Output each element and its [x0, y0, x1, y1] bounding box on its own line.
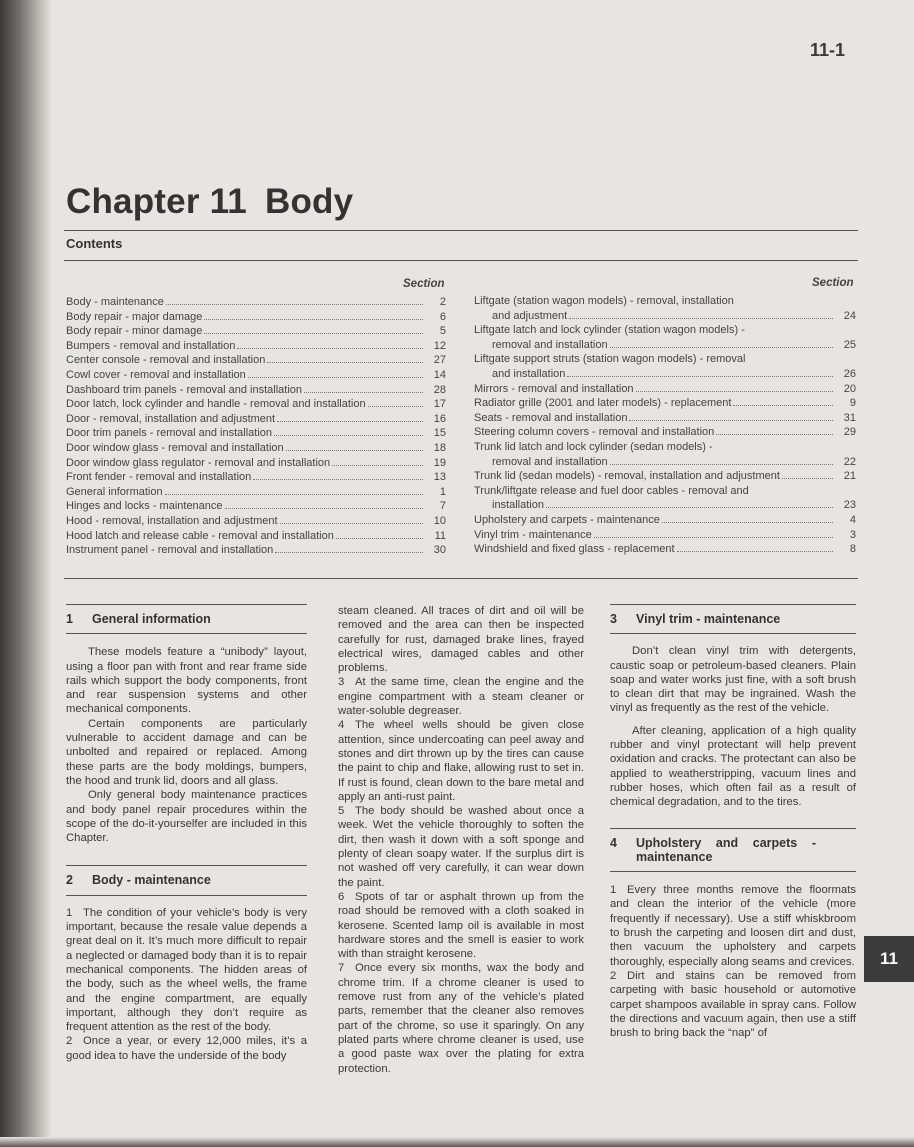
toc-section-number: 2: [439, 296, 446, 308]
paragraph-number: 6: [338, 890, 345, 903]
toc-entry: [474, 352, 856, 381]
section-3-number: 3: [610, 612, 617, 626]
paragraph: Certain components are particularly vulnerable to accident damage and can be unbolted and repaired or replaced. Among these parts are the body moldings, bumpers, the hood and trunk lid, doors and all glass.: [66, 717, 307, 787]
numbered-paragraph: [66, 906, 307, 1035]
toc-section-number: 15: [433, 427, 446, 440]
toc-entry-line: [474, 484, 856, 499]
book-spine-shadow: [0, 0, 52, 1147]
title-rule: [64, 230, 858, 231]
toc-entry-title-cont: installation: [492, 499, 544, 512]
paragraph-text: Once a year, or every 12,000 miles, it’s a good idea to have the underside of the body: [66, 1035, 307, 1062]
toc-entry-title: Trunk/liftgate release and fuel door cables - removal and: [474, 484, 749, 497]
toc-entry: [66, 426, 446, 441]
toc-entry-title: Body - maintenance: [66, 296, 164, 308]
toc-section-number: 5: [439, 325, 446, 338]
toc-leader-dots: [782, 478, 833, 479]
chapter-thumb-tab: 11: [864, 936, 914, 982]
toc-section-number: 4: [849, 513, 856, 526]
toc-leader-dots: [277, 421, 423, 422]
toc-leader-dots: [304, 392, 423, 393]
page-bottom-shadow: [0, 1137, 914, 1147]
paragraph: These models feature a “unibody” layout, using a floor pan with front and rear frame side rails which support the body components, front and rear suspension systems and other mechanical components.: [66, 646, 307, 716]
toc-leader-dots: [253, 479, 423, 480]
section-3-heading: [610, 604, 856, 634]
toc-entry-title: Windshield and fixed glass - replacement: [474, 543, 675, 556]
toc-section-number: 16: [433, 412, 446, 425]
paragraph-text: The body should be washed about once a week. Wet the vehicle thoroughly to soften the dirt, then wash it down with a soft sponge and plenty of clean soapy water. If the surplus dirt is not washed off very carefully, it can wear down the paint.: [338, 805, 584, 889]
toc-entry-line: [474, 352, 856, 367]
toc-leader-dots: [274, 435, 423, 436]
toc-section-number: 9: [849, 397, 856, 410]
toc-entry: [66, 456, 446, 471]
toc-leader-dots: [165, 494, 423, 495]
paragraph-continued: steam cleaned. All traces of dirt and oil will be removed and the area can then be inspected carefully for rust, damaged brake lines, frayed electrical wires, damaged cables and other problems.: [338, 605, 584, 675]
text-column-3: [610, 604, 856, 1040]
toc-entry-title: Front fender - removal and installation: [66, 471, 252, 484]
toc-leader-dots: [166, 304, 423, 305]
section-1-title: General information: [92, 612, 211, 626]
numbered-paragraph: [338, 675, 584, 718]
toc-entry-title: Body repair - major damage: [66, 310, 203, 323]
toc-entry: [66, 397, 446, 412]
toc-entry-title: Door latch, lock cylinder and handle - removal and installation: [66, 398, 366, 411]
toc-section-number: 7: [439, 500, 446, 513]
paragraph-number: 3: [338, 676, 345, 689]
toc-section-number: 13: [433, 471, 446, 484]
toc-entry: [66, 543, 446, 558]
text-column-2: [338, 604, 584, 1076]
toc-entry: [474, 528, 856, 543]
toc-entry: [66, 499, 446, 514]
toc-section-number: 27: [433, 354, 446, 367]
toc-section-number: 12: [433, 339, 446, 352]
toc-entry-title: Trunk lid latch and lock cylinder (sedan models) -: [474, 440, 713, 453]
toc-leader-dots: [204, 319, 423, 320]
paragraph-number: 1: [610, 884, 617, 897]
toc-entry: [474, 542, 856, 557]
contents-rule: [64, 260, 858, 261]
toc-entry: [474, 294, 856, 323]
section-2-number: 2: [66, 873, 73, 888]
numbered-paragraph: [338, 804, 584, 890]
toc-entry: [474, 440, 856, 469]
toc-leader-dots: [368, 406, 423, 407]
toc-section-number: 26: [843, 367, 856, 380]
toc-entry-title: Door trim panels - removal and installation: [66, 427, 273, 440]
toc-entry: [66, 310, 446, 325]
section-3-title: Vinyl trim - maintenance: [636, 612, 781, 626]
numbered-paragraph: [338, 718, 584, 804]
toc-entry: [66, 529, 446, 544]
toc-entry-line: [474, 498, 856, 513]
toc-left-list: [66, 295, 446, 558]
toc-entry-title: Liftgate latch and lock cylinder (station wagon models) -: [474, 324, 745, 337]
paragraph: Only general body maintenance practices and body panel repair procedures within the scope of the do-it-yourselfer are included in this Chapter.: [66, 789, 307, 845]
paragraph: Don’t clean vinyl trim with detergents, caustic soap or petroleum-based cleaners. Plain soap and water works just fine, with a soft brush to clean dirt that may be ingrained. Wash the vinyl as frequently as the rest of the vehicle.: [610, 645, 856, 715]
toc-leader-dots: [594, 537, 833, 538]
toc-leader-dots: [248, 377, 423, 378]
toc-section-number: 23: [843, 499, 856, 512]
toc-entry-title: Upholstery and carpets - maintenance: [474, 513, 660, 526]
numbered-paragraph: [610, 883, 856, 969]
toc-section-number: 3: [849, 528, 856, 541]
toc-section-number: 31: [843, 411, 856, 424]
page-number: 11-1: [810, 40, 846, 60]
toc-leader-dots: [610, 464, 833, 465]
toc-section-number: 21: [843, 470, 856, 483]
toc-entry-title: General information: [66, 485, 163, 498]
paragraph-number: 7: [338, 962, 345, 975]
toc-leader-dots: [733, 405, 833, 406]
toc-entry-title: Liftgate support struts (station wagon models) - removal: [474, 353, 746, 366]
toc-entry-title: Mirrors - removal and installation: [474, 382, 634, 395]
toc-entry: [66, 485, 446, 500]
numbered-paragraph: [66, 1034, 307, 1063]
toc-right-section-label: Section: [812, 277, 854, 289]
toc-section-number: 18: [433, 441, 446, 454]
toc-left-section-label: Section: [403, 278, 445, 290]
toc-leader-dots: [275, 552, 423, 553]
toc-section-number: 1: [439, 485, 446, 498]
toc-entry-title: Center console - removal and installation: [66, 354, 266, 367]
toc-entry-title: Hood latch and release cable - removal and installation: [66, 529, 334, 542]
toc-entry-line: [474, 440, 856, 455]
contents-heading: Contents: [66, 236, 123, 251]
toc-entry-title: Hinges and locks - maintenance: [66, 500, 223, 513]
toc-entry: [66, 383, 446, 398]
toc-leader-dots: [267, 362, 423, 363]
toc-section-number: 20: [843, 382, 856, 395]
paragraph-number: 2: [610, 969, 617, 982]
toc-entry: [66, 368, 446, 383]
toc-section-number: 14: [433, 368, 446, 381]
toc-entry: [474, 323, 856, 352]
toc-section-number: 19: [433, 456, 446, 469]
toc-entry-line: [474, 323, 856, 338]
toc-entry-title: Radiator grille (2001 and later models) - replacement: [474, 397, 732, 410]
toc-section-number: 11: [434, 529, 446, 542]
paragraph-number: 1: [66, 906, 73, 919]
toc-entry: [474, 484, 856, 513]
toc-section-number: 6: [439, 310, 446, 323]
toc-leader-dots: [280, 523, 423, 524]
toc-entry: [474, 469, 856, 484]
numbered-paragraph: [610, 969, 856, 1040]
toc-leader-dots: [546, 507, 833, 508]
toc-leader-dots: [716, 434, 833, 435]
section-2-title: Body - maintenance: [92, 873, 211, 888]
toc-entry-title-cont: removal and installation: [492, 455, 608, 468]
toc-leader-dots: [336, 538, 423, 539]
toc-section-number: 24: [843, 309, 856, 322]
paragraph-text: Spots of tar or asphalt thrown up from the road should be removed with a cloth soaked in kerosene. Scented lamp oil is available in most hardware stores and the smell is easier to work with than straight kerosene.: [338, 890, 584, 961]
toc-leader-dots: [569, 318, 833, 319]
toc-entry-title: Seats - removal and installation: [474, 411, 628, 424]
toc-leader-dots: [237, 348, 423, 349]
toc-entry-title-cont: removal and installation: [492, 338, 608, 351]
toc-right-list: [474, 294, 856, 557]
toc-entry: [66, 324, 446, 339]
toc-entry-title-cont: and installation: [492, 367, 566, 380]
text-column-1: [66, 604, 307, 1063]
toc-entry: [66, 412, 446, 427]
toc-section-number: 25: [843, 338, 856, 351]
contents-bottom-rule: [64, 578, 858, 579]
toc-section-number: 22: [843, 455, 856, 468]
toc-entry-title: Instrument panel - removal and installation: [66, 544, 274, 557]
toc-leader-dots: [636, 391, 833, 392]
toc-section-number: 29: [843, 426, 856, 439]
paragraph-text: Dirt and stains can be removed from carpeting with basic household or automotive carpet shampoos available in spray cans. Follow the directions and vacuum again, then use a stiff brush to bring back the “nap” of: [610, 969, 856, 1040]
toc-entry-title: Vinyl trim - maintenance: [474, 528, 592, 541]
toc-entry: [66, 339, 446, 354]
toc-entry-line: [474, 309, 856, 324]
section-1-number: 1: [66, 612, 73, 626]
toc-section-number: 17: [433, 398, 446, 411]
toc-entry-title: Trunk lid (sedan models) - removal, installation and adjustment: [474, 470, 780, 483]
chapter-subject: Body: [264, 182, 354, 221]
toc-entry: [474, 425, 856, 440]
paragraph-text: The wheel wells should be given close attention, since undercoating can peel away and stones and dirt thrown up by the tires can cause the paint to chip and flake, allowing rust to set in. If rust is found, clean down to the bare metal and apply an anti-rust paint.: [338, 719, 584, 803]
toc-entry-line: [474, 367, 856, 382]
section-4-title: Upholstery and carpets - maintenance: [636, 835, 816, 864]
toc-entry-title: Dashboard trim panels - removal and installation: [66, 383, 303, 396]
numbered-paragraph: [338, 961, 584, 1075]
paragraph-text: Every three months remove the floormats and clean the interior of the vehicle (more frequently if necessary). Use a stiff whiskbroom to brush the carpeting and loosen dirt and dust, then vacuum the upholstery and carpets thoroughly, especially along seams and crevices.: [610, 884, 856, 968]
toc-entry: [474, 513, 856, 528]
toc-entry-line: [474, 294, 856, 309]
toc-leader-dots: [677, 551, 833, 552]
toc-entry: [66, 441, 446, 456]
toc-entry: [66, 295, 446, 310]
toc-section-number: 8: [849, 543, 856, 556]
toc-entry: [66, 514, 446, 529]
toc-entry-title: Hood - removal, installation and adjustment: [66, 514, 278, 527]
toc-section-number: 30: [433, 544, 446, 557]
paragraph-text: Once every six months, wax the body and chrome trim. If a chrome cleaner is used to remove rust from any of the vehicle’s plated parts, remember that the cleaner also removes part of the chrome, so use it sparingly. On any plated parts where chrome cleaner is used, use a good paste wax over the plating for extra protection.: [338, 962, 584, 1075]
toc-entry-title: Door - removal, installation and adjustment: [66, 412, 276, 425]
toc-entry: [66, 470, 446, 485]
toc-entry: [474, 396, 856, 411]
toc-leader-dots: [662, 522, 833, 523]
paragraph-number: 5: [338, 805, 345, 818]
chapter-label: Chapter 11: [66, 182, 247, 221]
chapter-title: [66, 182, 353, 222]
toc-entry-title: Bumpers - removal and installation: [66, 339, 236, 352]
section-4-number: 4: [610, 835, 617, 850]
toc-leader-dots: [567, 376, 833, 377]
toc-entry-title: Body repair - minor damage: [66, 325, 203, 338]
toc-leader-dots: [332, 465, 423, 466]
paragraph-text: The condition of your vehicle’s body is very important, because the resale value depends a great deal on it. It’s much more difficult to repair a neglected or damaged body than it is to repair mechanical components. The hidden areas of the body, such as the wheel wells, the frame and the engine compartment, are equally important, although they don’t require as frequent attention as the rest of the body.: [66, 906, 307, 1034]
numbered-paragraph: [338, 890, 584, 961]
toc-section-number: 28: [433, 383, 446, 396]
toc-entry: [474, 382, 856, 397]
toc-entry: [66, 353, 446, 368]
toc-leader-dots: [629, 420, 833, 421]
toc-entry-line: [474, 338, 856, 353]
section-2-heading: [66, 865, 307, 895]
toc-leader-dots: [610, 347, 833, 348]
toc-entry-title: Cowl cover - removal and installation: [66, 368, 246, 381]
toc-entry-title: Door window glass - removal and installation: [66, 441, 284, 454]
toc-entry: [474, 411, 856, 426]
section-4-heading: [610, 828, 856, 873]
toc-leader-dots: [225, 508, 423, 509]
toc-entry-title-cont: and adjustment: [492, 309, 568, 322]
toc-section-number: 10: [433, 514, 446, 527]
toc-entry-line: [474, 455, 856, 470]
toc-entry-title: Liftgate (station wagon models) - removal, installation: [474, 295, 734, 307]
paragraph-number: 4: [338, 719, 345, 732]
toc-leader-dots: [286, 450, 423, 451]
section-1-heading: [66, 604, 307, 634]
toc-leader-dots: [204, 333, 423, 334]
paragraph: After cleaning, application of a high quality rubber and vinyl protectant will help prevent oxidation and cracks. The protectant can also be applied to weatherstripping, vacuum lines and rubber hoses, which often fail as a result of chemical degradation, and to the tires.: [610, 724, 856, 809]
paragraph-text: At the same time, clean the engine and the engine compartment with a steam cleaner or water-soluble degreaser.: [338, 676, 584, 718]
paragraph-number: 2: [66, 1035, 73, 1048]
toc-entry-title: Steering column covers - removal and installation: [474, 426, 715, 439]
toc-entry-title: Door window glass regulator - removal and installation: [66, 456, 331, 469]
